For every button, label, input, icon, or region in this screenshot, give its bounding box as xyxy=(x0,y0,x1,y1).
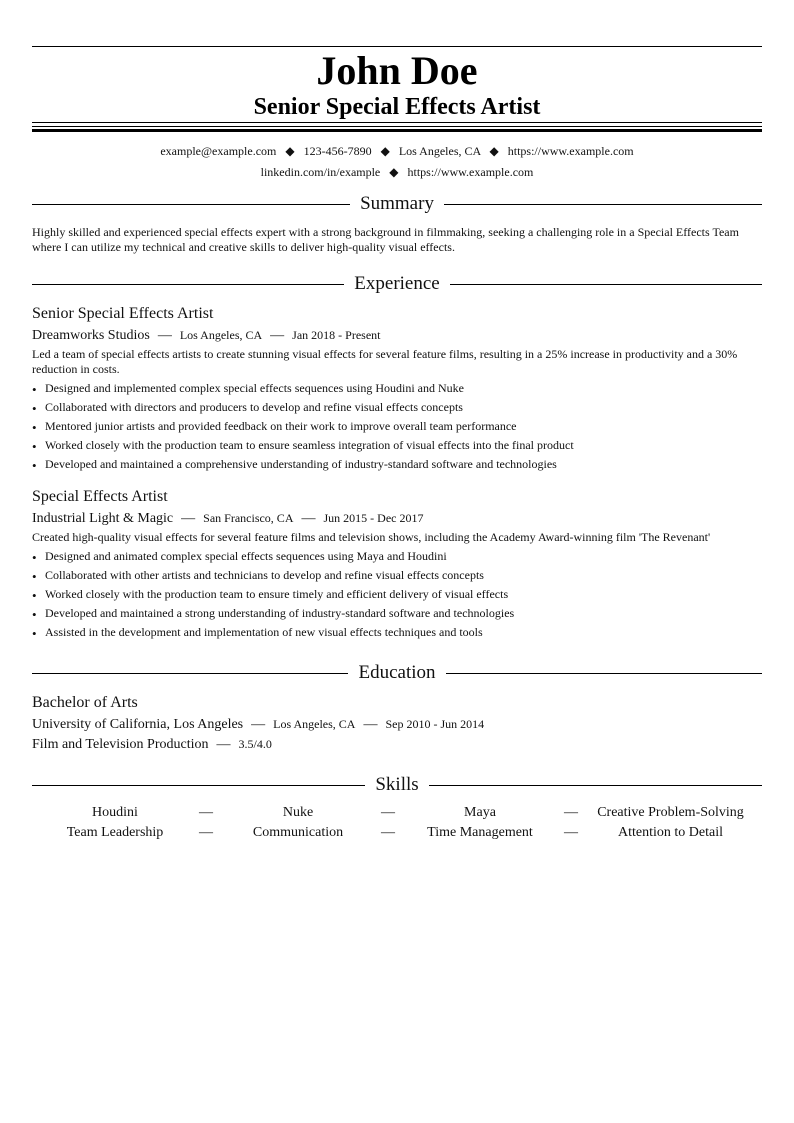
skill-item: Houdini xyxy=(92,805,138,820)
education-dates: Sep 2010 - Jun 2014 xyxy=(385,717,485,731)
education-heading-label: Education xyxy=(358,662,436,683)
skill-item: Maya xyxy=(464,805,496,820)
skill-item: Time Management xyxy=(427,825,533,840)
heading-rule xyxy=(450,284,762,285)
heading-rule xyxy=(32,204,350,205)
list-item: • Developed and maintained a comprehensive understanding of industry-standard software and technologies xyxy=(32,455,762,474)
skills-heading-label: Skills xyxy=(375,774,419,795)
website-link-2[interactable]: https://www.example.com xyxy=(407,165,534,179)
job-company-line: Dreamworks Studios — Los Angeles, CA — Jan 2018 - Present xyxy=(32,328,381,343)
list-item: • Worked closely with the production team to ensure seamless integration of visual effects into the final product xyxy=(32,436,762,455)
skill-dash: — xyxy=(381,825,395,840)
header-rule-1 xyxy=(32,122,762,123)
skill-dash: — xyxy=(199,825,213,840)
website-link[interactable]: https://www.example.com xyxy=(507,144,634,158)
list-item: • Worked closely with the production team to ensure timely and efficient delivery of visual effects xyxy=(32,585,762,604)
experience-heading-label: Experience xyxy=(354,273,440,294)
job-description: Created high-quality visual effects for several feature films and television shows, including the Academy Award-winning film 'The Revenant' xyxy=(32,530,711,544)
list-item: • Designed and animated complex special effects sequences using Maya and Houdini xyxy=(32,547,762,566)
experience-heading xyxy=(32,273,762,295)
skills-row xyxy=(32,823,762,843)
skill-item: Creative Problem-Solving xyxy=(597,805,744,820)
diamond-separator-icon: ◆ xyxy=(380,144,390,158)
skills-grid xyxy=(32,803,762,843)
education-field-line: Film and Television Production — 3.5/4.0 xyxy=(32,737,272,752)
summary-heading-label: Summary xyxy=(360,193,434,214)
diamond-separator-icon: ◆ xyxy=(389,165,399,179)
contact-location: Los Angeles, CA xyxy=(398,144,481,158)
education-degree: Bachelor of Arts xyxy=(32,694,138,711)
phone-number: 123-456-7890 xyxy=(303,144,372,158)
diamond-separator-icon: ◆ xyxy=(489,144,499,158)
list-item: • Developed and maintained a strong understanding of industry-standard software and technologies xyxy=(32,604,762,623)
job-location: San Francisco, CA xyxy=(203,511,294,525)
heading-rule xyxy=(32,673,348,674)
list-item: • Assisted in the development and implementation of new visual effects techniques and tools xyxy=(32,623,762,642)
education-school-line: University of California, Los Angeles — Los Angeles, CA — Sep 2010 - Jun 2014 xyxy=(32,717,485,732)
list-item: • Mentored junior artists and provided feedback on their work to improve overall team performance xyxy=(32,417,762,436)
job-role: Special Effects Artist xyxy=(32,488,168,505)
heading-rule xyxy=(32,785,365,786)
summary-text: Highly skilled and experienced special effects expert with a strong background in filmmaking, seeking a challenging role in a Special Effects Team where I can utilize my technical and creative skills to deliver high-quality visual effects. xyxy=(32,225,739,254)
education-heading xyxy=(32,662,762,684)
job-bullets xyxy=(32,379,762,474)
header-top-rule xyxy=(32,46,762,47)
education-location: Los Angeles, CA xyxy=(273,717,356,731)
skill-item: Nuke xyxy=(282,805,314,820)
contact-line-1 xyxy=(32,143,762,159)
skill-item: Communication xyxy=(252,825,344,840)
skill-item: Team Leadership xyxy=(66,825,164,840)
skill-dash: — xyxy=(381,805,395,820)
diamond-separator-icon: ◆ xyxy=(285,144,295,158)
email-link[interactable]: example@example.com xyxy=(160,144,277,158)
heading-rule xyxy=(446,673,762,674)
summary-heading xyxy=(32,193,762,215)
job-location: Los Angeles, CA xyxy=(179,328,263,342)
skills-heading xyxy=(32,774,762,796)
heading-rule xyxy=(444,204,762,205)
header-rule-2 xyxy=(32,126,762,127)
skill-item: Attention to Detail xyxy=(618,825,723,840)
list-item: • Collaborated with directors and producers to develop and refine visual effects concepts xyxy=(32,398,762,417)
job-bullets xyxy=(32,547,762,642)
job-company: Industrial Light & Magic xyxy=(32,511,174,526)
skill-dash: — xyxy=(199,805,213,820)
list-item: • Designed and implemented complex special effects sequences using Houdini and Nuke xyxy=(32,379,762,398)
job-company-line: Industrial Light & Magic — San Francisco, CA — Jun 2015 - Dec 2017 xyxy=(32,511,424,526)
candidate-name: John Doe xyxy=(316,48,478,93)
education-gpa: 3.5/4.0 xyxy=(238,737,272,751)
skills-row xyxy=(32,803,762,823)
contact-line-2 xyxy=(32,164,762,180)
skill-dash: — xyxy=(564,825,578,840)
job-role: Senior Special Effects Artist xyxy=(32,305,214,322)
candidate-title: Senior Special Effects Artist xyxy=(253,94,541,120)
job-dates: Jan 2018 - Present xyxy=(292,328,381,342)
linkedin-link[interactable]: linkedin.com/in/example xyxy=(260,165,381,179)
education-field: Film and Television Production xyxy=(32,737,209,752)
heading-rule xyxy=(429,785,762,786)
header-rule-3 xyxy=(32,129,762,132)
list-item: • Collaborated with other artists and technicians to develop and refine visual effects concepts xyxy=(32,566,762,585)
heading-rule xyxy=(32,284,344,285)
job-dates: Jun 2015 - Dec 2017 xyxy=(323,511,424,525)
job-description: Led a team of special effects artists to create stunning visual effects for several feature films, resulting in a 25% increase in productivity and a 30% reduction in costs. xyxy=(32,347,738,376)
education-school: University of California, Los Angeles xyxy=(32,717,244,732)
job-company: Dreamworks Studios xyxy=(32,328,150,343)
skill-dash: — xyxy=(564,805,578,820)
